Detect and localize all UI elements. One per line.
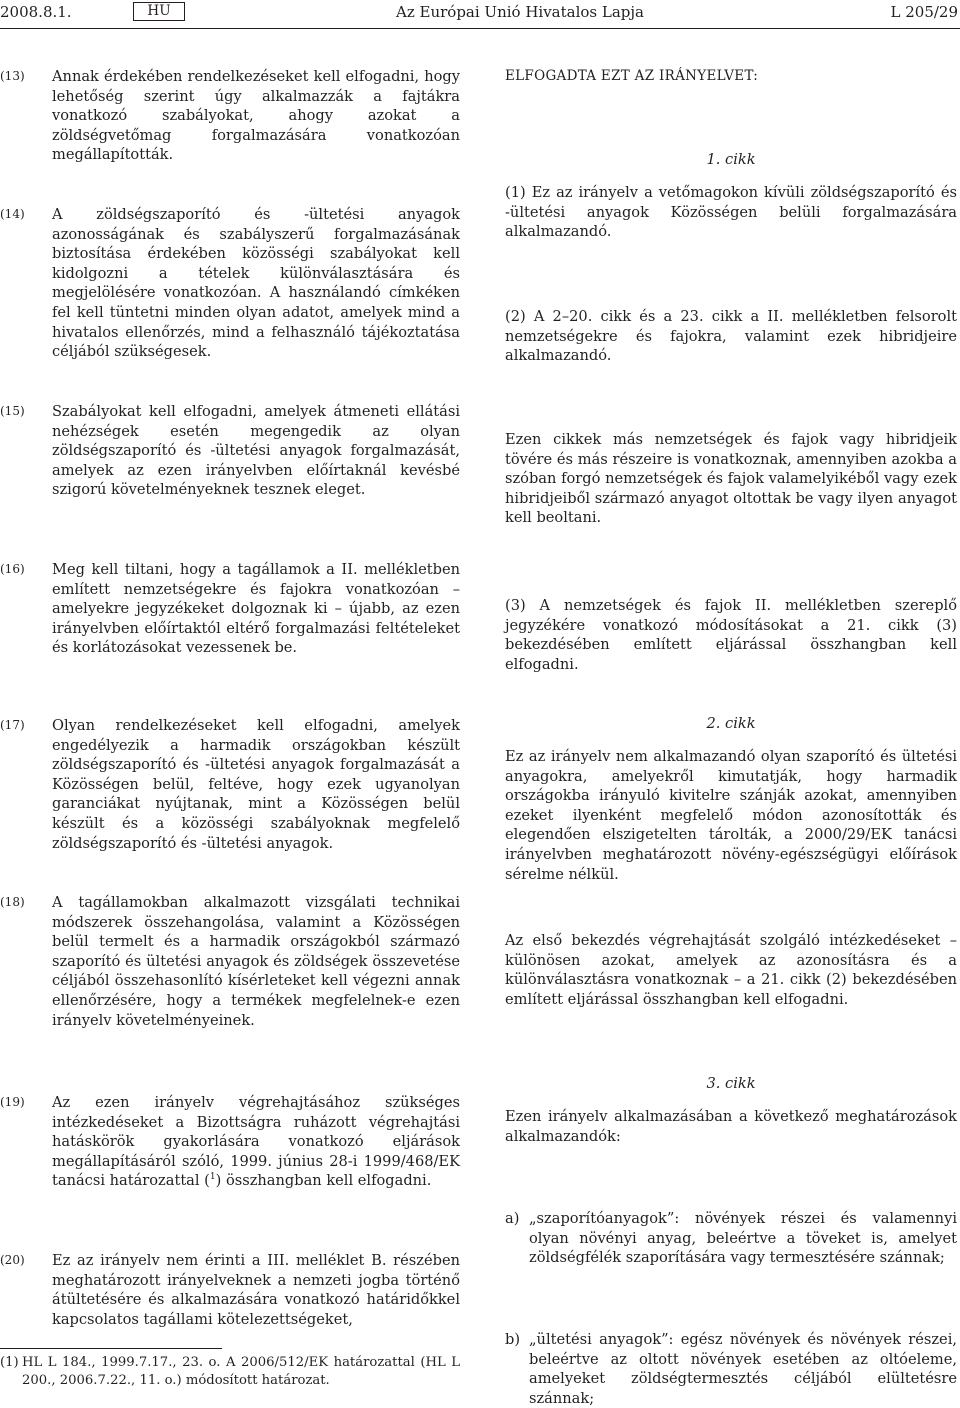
article-2-para-2: Az első bekezdés végrehajtását szolgáló intézkedéseket – különösen azokat, amelyek az azonosításra és a különválasztásra vonatkoznak – a 21. cikk (2) bekezdésében említett eljárással összhangban kell elfogadni. [505,932,957,1008]
recital-text: A tagállamokban alkalmazott vizsgálati technikai módszerek összehangolása, valamint a Közösségen belül termelt és a harmadik országokból származó szaporító és ültetési anyagok és zöldségek összevetése céljából összehasonlító kísérleteket kell végezni annak ellenőrzésére, hogy a termékek megfelelnek-e ezen irányelv követelményeinek. [52,894,460,1029]
definition-text: „szaporítóanyagok”: növények részei és valamennyi olyan növényi anyag, beleértve a töveket is, amelyet zöldségfélék szaporítására vagy termesztésére szánnak; [529,1210,957,1267]
recital-number: (16) [0,562,25,576]
language-badge: HU [133,2,185,21]
article-1-title: 1. cikk [706,151,756,168]
recital-text: Ez az irányelv nem érinti a III. melléklet B. részében meghatározott irányelveknek a nemzeti jogba történő átültetésére és alkalmazására vonatkozó határidőkkel kapcsolatos tagállami kötelezettségeket, [52,1252,460,1328]
footnote-mark: (1) [0,1355,19,1370]
recital-text: Szabályokat kell elfogadni, amelyek átmeneti ellátási nehézségek esetén megengedik az olyan zöldségszaporító és -ültetési anyagok forgalmazását, amelyek az ezen irányelvben előírtaknál kevésbé szigorú követelményeknek tesznek eleget. [52,403,460,499]
footnote-rule [0,1348,222,1349]
footnote-ref[interactable]: 1 [209,1172,216,1183]
recital-text: Olyan rendelkezéseket kell elfogadni, amelyek engedélyezik a harmadik országokban készült zöldségszaporító és -ültetési anyagok forgalmazását a Közösségen belül, feltéve, hogy ezek ugyanolyan garanciákat nyújtanak, mint a Közösségen belül készült és a közösségi szabályoknak megfelelő zöldségszaporító és -ültetési anyagok. [52,717,460,852]
recital-number: (15) [0,404,25,418]
article-1-para-2b: Ezen cikkek más nemzetségek és fajok vagy hibridjeik tövére és más részeire is vonatkoznak, amennyiben azokba a szóban forgó nemzetségek és fajok valamelyikéből vagy ezek hibridjeiből származó anyagot oltottak be vagy ilyen anyagot kell beoltani. [505,431,957,527]
recital-number: (14) [0,207,25,221]
header-rule [0,28,960,29]
definition-label: a) [505,1210,520,1227]
adoption-formula: ELFOGADTA EZT AZ IRÁNYELVET: [505,68,759,84]
article-1-para-1: (1) Ez az irányelv a vetőmagokon kívüli zöldségszaporító és -ültetési anyagok Közösségen belüli forgalmazására alkalmazandó. [505,184,957,241]
definition-text: „ültetési anyagok”: egész növények és növények részei, beleértve az oltott növények esetében az oltóeleme, amelyeket zöldségtermesztés céljából elültetésre szánnak; [529,1331,957,1407]
recital-text: Annak érdekében rendelkezéseket kell elfogadni, hogy lehetőség szerint úgy alkalmazzák a fajtákra vonatkozó szabályokat, ahogy azokat a zöldségvetőmag forgalmazására vonatkozóan megállapították. [52,68,460,164]
definition-label: b) [505,1331,521,1348]
recital-text: A zöldségszaporító és -ültetési anyagok azonosságának és szabályszerű forgalmazásának biztosítása érdekében közösségi szabályokat kell kidolgozni a tételek különválasztására és megjelölésére vonatkozóan. A használandó címkéken fel kell tüntetni minden olyan adatot, amelyek mind a hivatalos ellenőrzés, mind a felhasználó tájékoztatása céljából szükségesek. [52,206,460,361]
page-number: L 205/29 [890,3,958,21]
recital-number: (17) [0,718,25,732]
article-1-para-2: (2) A 2–20. cikk és a 23. cikk a II. mellékletben felsorolt nemzetségekre és fajokra, valamint ezek hibridjeire alkalmazandó. [505,308,957,365]
recital-number: (13) [0,69,25,83]
recital-text: Meg kell tiltani, hogy a tagállamok a II. mellékletben említett nemzetségekre és fajokra vonatkozóan – amelyekre jegyzékeket dolgoznak ki – újabb, az ezen irányelvben előírtaktól eltérő forgalmazási feltételeket és korlátozásokat vezessenek be. [52,561,460,657]
article-1-para-3: (3) A nemzetségek és fajok II. mellékletben szereplő jegyzékére vonatkozó módosításokat a 21. cikk (3) bekezdésében említett eljárással összhangban kell elfogadni. [505,597,957,673]
article-3-title: 3. cikk [706,1075,756,1092]
journal-title: Az Európai Unió Hivatalos Lapja [396,3,644,21]
article-2-title: 2. cikk [706,715,756,732]
recital-number: (20) [0,1253,25,1267]
footnote-text: HL L 184., 1999.7.17., 23. o. A 2006/512/EK határozattal (HL L 200., 2006.7.22., 11. o.) módosított határozat. [22,1355,460,1388]
recital-number: (19) [0,1095,25,1109]
publication-date: 2008.8.1. [0,3,72,21]
recital-text: Az ezen irányelv végrehajtásához szükséges intézkedéseket a Bizottságra ruházott végrehajtási hatáskörök gyakorlására vonatkozó eljárások megállapításáról szóló, 1999. június 28-i 1999/468/EK tanácsi határozattal ($^1$) összhangban kell elfogadni. [52,1094,460,1190]
article-3-intro: Ezen irányelv alkalmazásában a következő meghatározások alkalmazandók: [505,1108,957,1145]
recital-number: (18) [0,895,25,909]
article-2-para-1: Ez az irányelv nem alkalmazandó olyan szaporító és ültetési anyagokra, amelyekről kimutatják, hogy harmadik országokba irányuló kivitelre szánják azokat, amennyiben ezeket ilyenként megfelelő módon azonosították és elegendően elszigetelten tárolták, a 2000/29/EK tanácsi irányelvben meghatározott növény-egészségügyi előírások sérelme nélkül. [505,748,957,883]
